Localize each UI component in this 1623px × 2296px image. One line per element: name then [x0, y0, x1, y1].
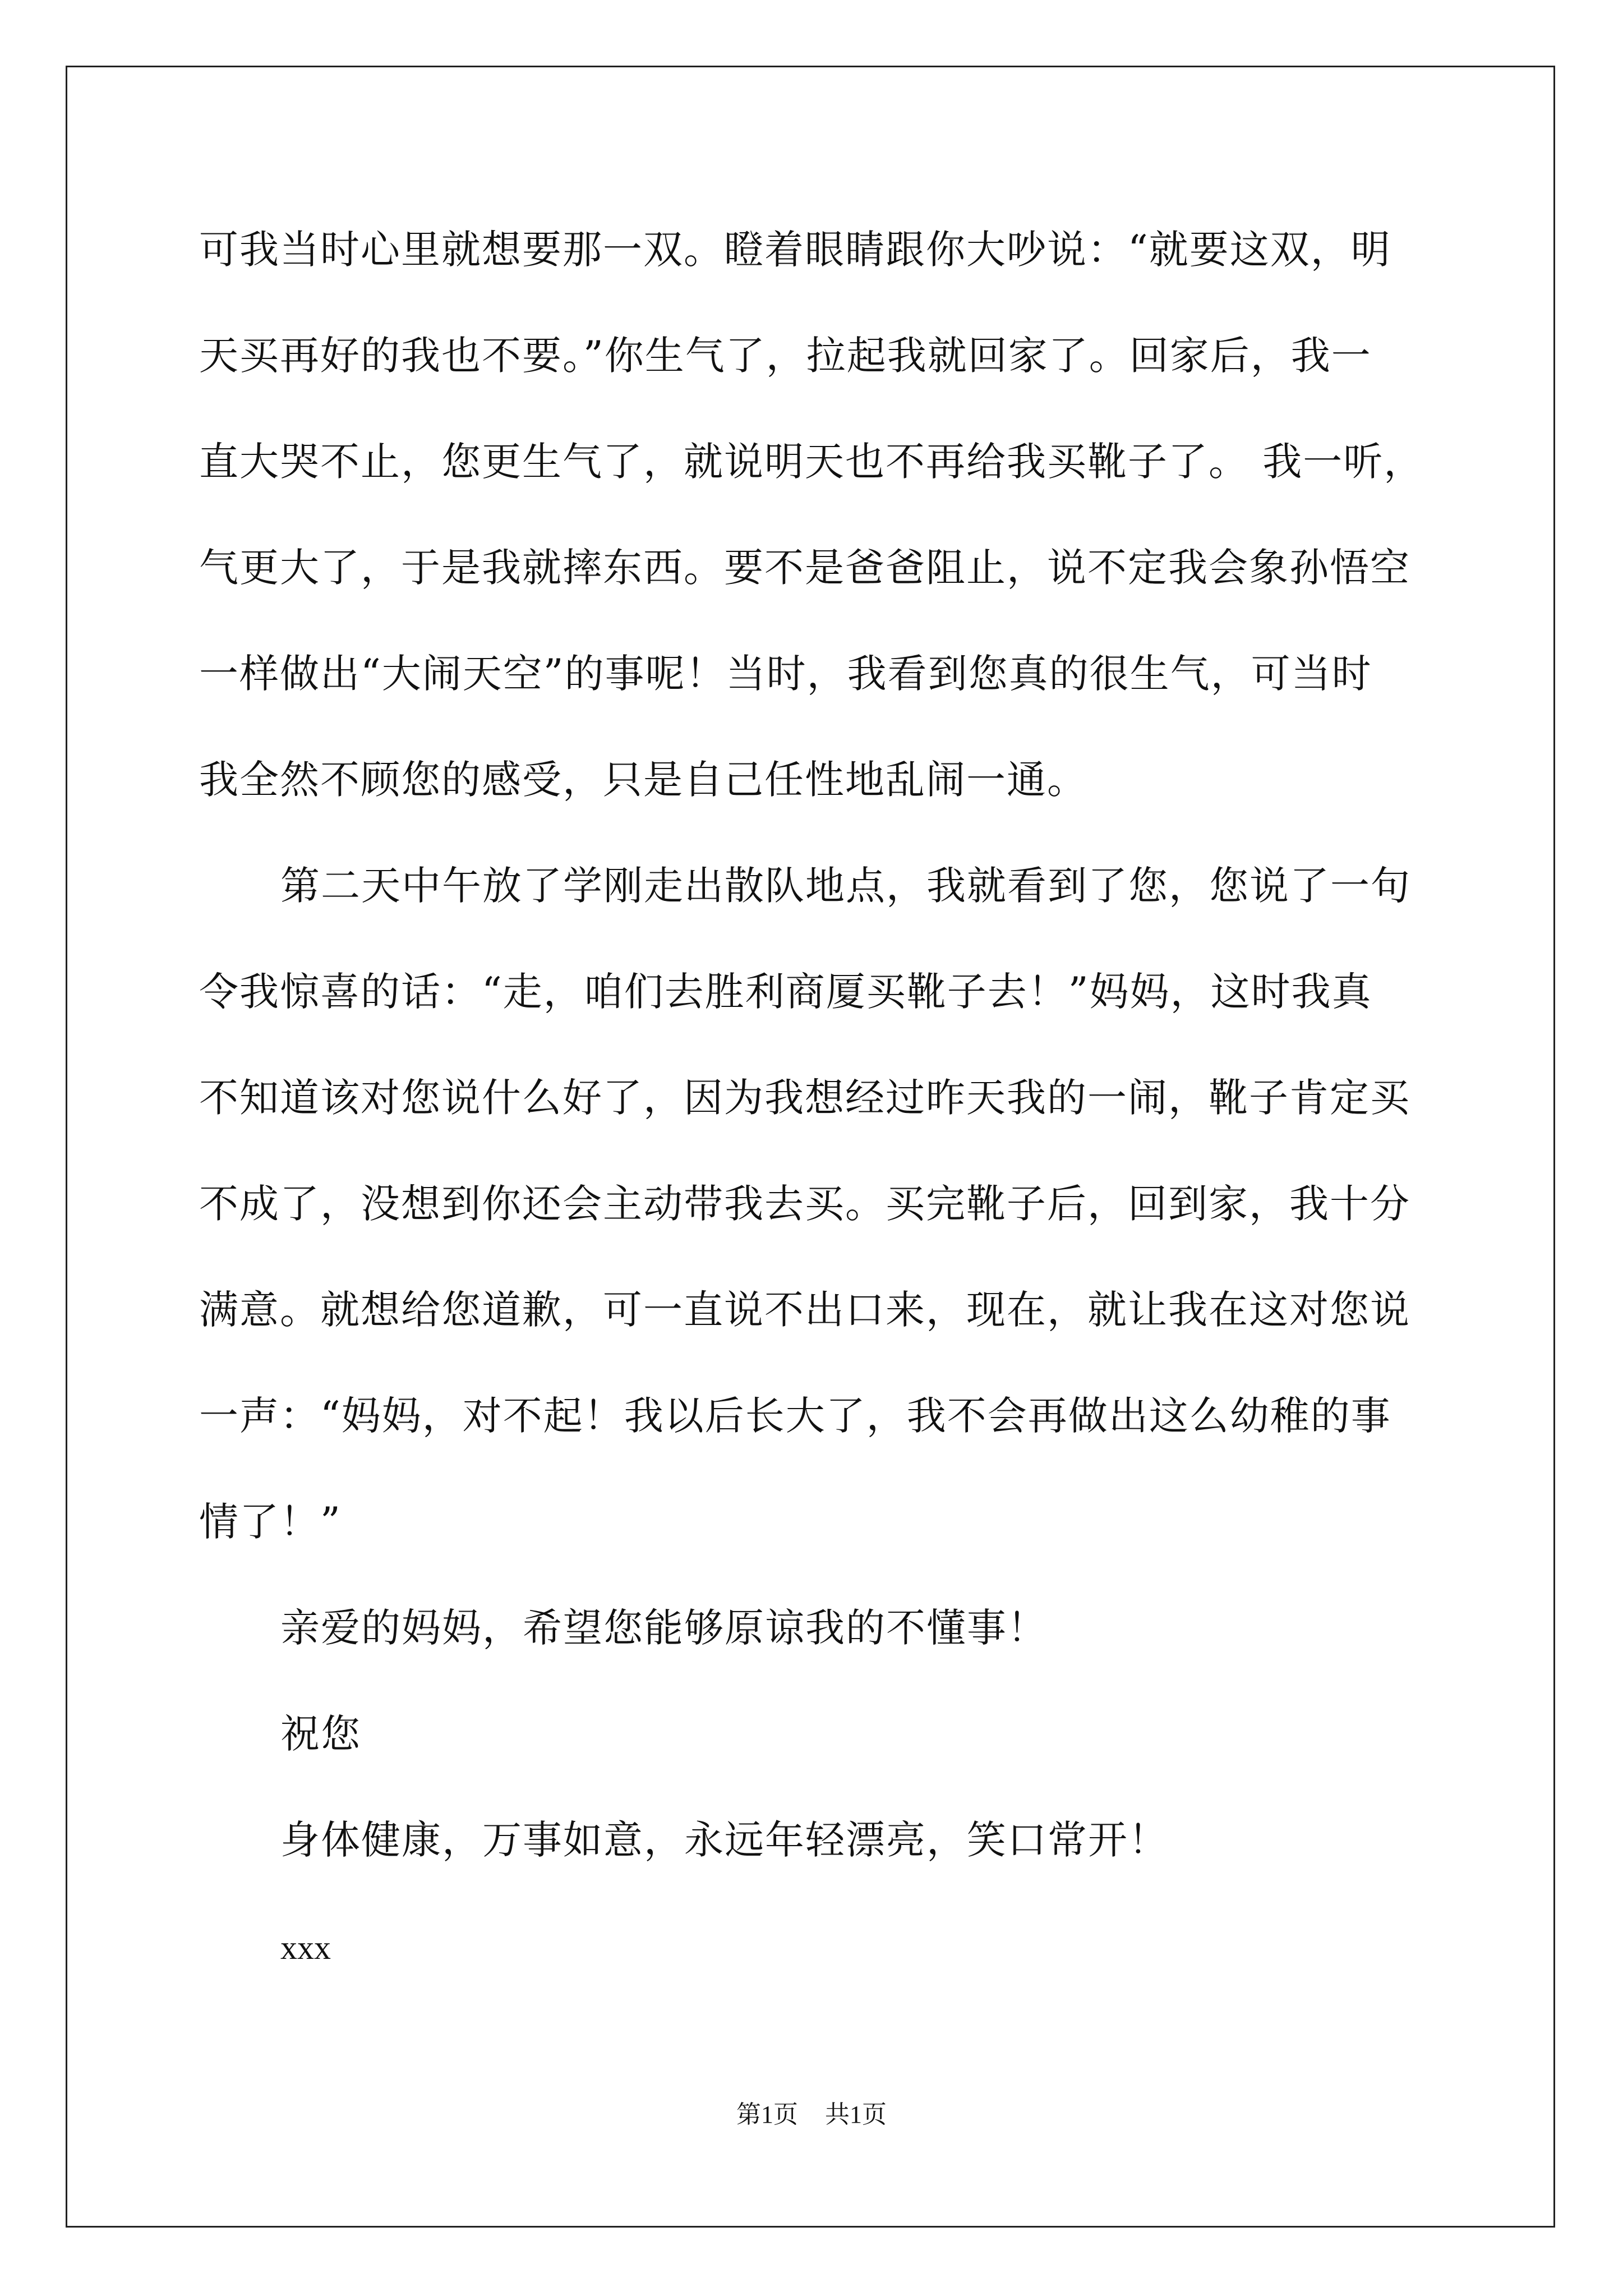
- closing-wishes: 身体健康，万事如意，永远年轻漂亮，笑口常开！: [280, 1817, 1169, 1863]
- page-border: [66, 66, 1555, 2228]
- page-number: 第1页: [736, 2101, 798, 2128]
- text-line-12: 一声：“妈妈，对不起！我以后长大了，我不会再做出这么幼稚的事: [199, 1393, 1391, 1439]
- text-line-7: 第二天中午放了学刚走出散队地点，我就看到了您，您说了一句: [280, 863, 1411, 909]
- text-line-14: 亲爱的妈妈，希望您能够原谅我的不懂事！: [280, 1605, 1048, 1651]
- text-line-1: 可我当时心里就想要那一双。瞪着眼睛跟你大吵说：“就要这双，明: [199, 227, 1391, 273]
- text-line-10: 不成了，没想到你还会主动带我去买。买完靴子后，回到家，我十分: [199, 1181, 1410, 1227]
- text-line-11: 满意。就想给您道歉，可一直说不出口来，现在，就让我在这对您说: [199, 1287, 1410, 1333]
- text-line-4: 气更大了，于是我就摔东西。要不是爸爸阻止，说不定我会象孙悟空: [199, 545, 1410, 591]
- text-line-3: 直大哭不止，您更生气了，就说明天也不再给我买靴子了。 我一听，: [199, 439, 1424, 485]
- text-line-8: 令我惊喜的话：“走，咱们去胜利商厦买靴子去！”妈妈，这时我真: [199, 969, 1372, 1015]
- text-line-9: 不知道该对您说什么好了，因为我想经过昨天我的一闹，靴子肯定买: [199, 1075, 1410, 1121]
- page-footer: [0, 2098, 1623, 2132]
- closing-greeting: 祝您: [280, 1711, 361, 1757]
- text-line-2: 天买再好的我也不要。”你生气了，拉起我就回家了。回家后，我一: [199, 333, 1372, 379]
- text-line-5: 一样做出“大闹天空”的事呢！当时，我看到您真的很生气，可当时: [199, 651, 1372, 697]
- text-line-6: 我全然不顾您的感受，只是自己任性地乱闹一通。: [199, 757, 1087, 803]
- page-total: 共1页: [825, 2101, 887, 2128]
- signature: xxx: [280, 1929, 331, 1966]
- text-line-13: 情了！”: [199, 1499, 342, 1545]
